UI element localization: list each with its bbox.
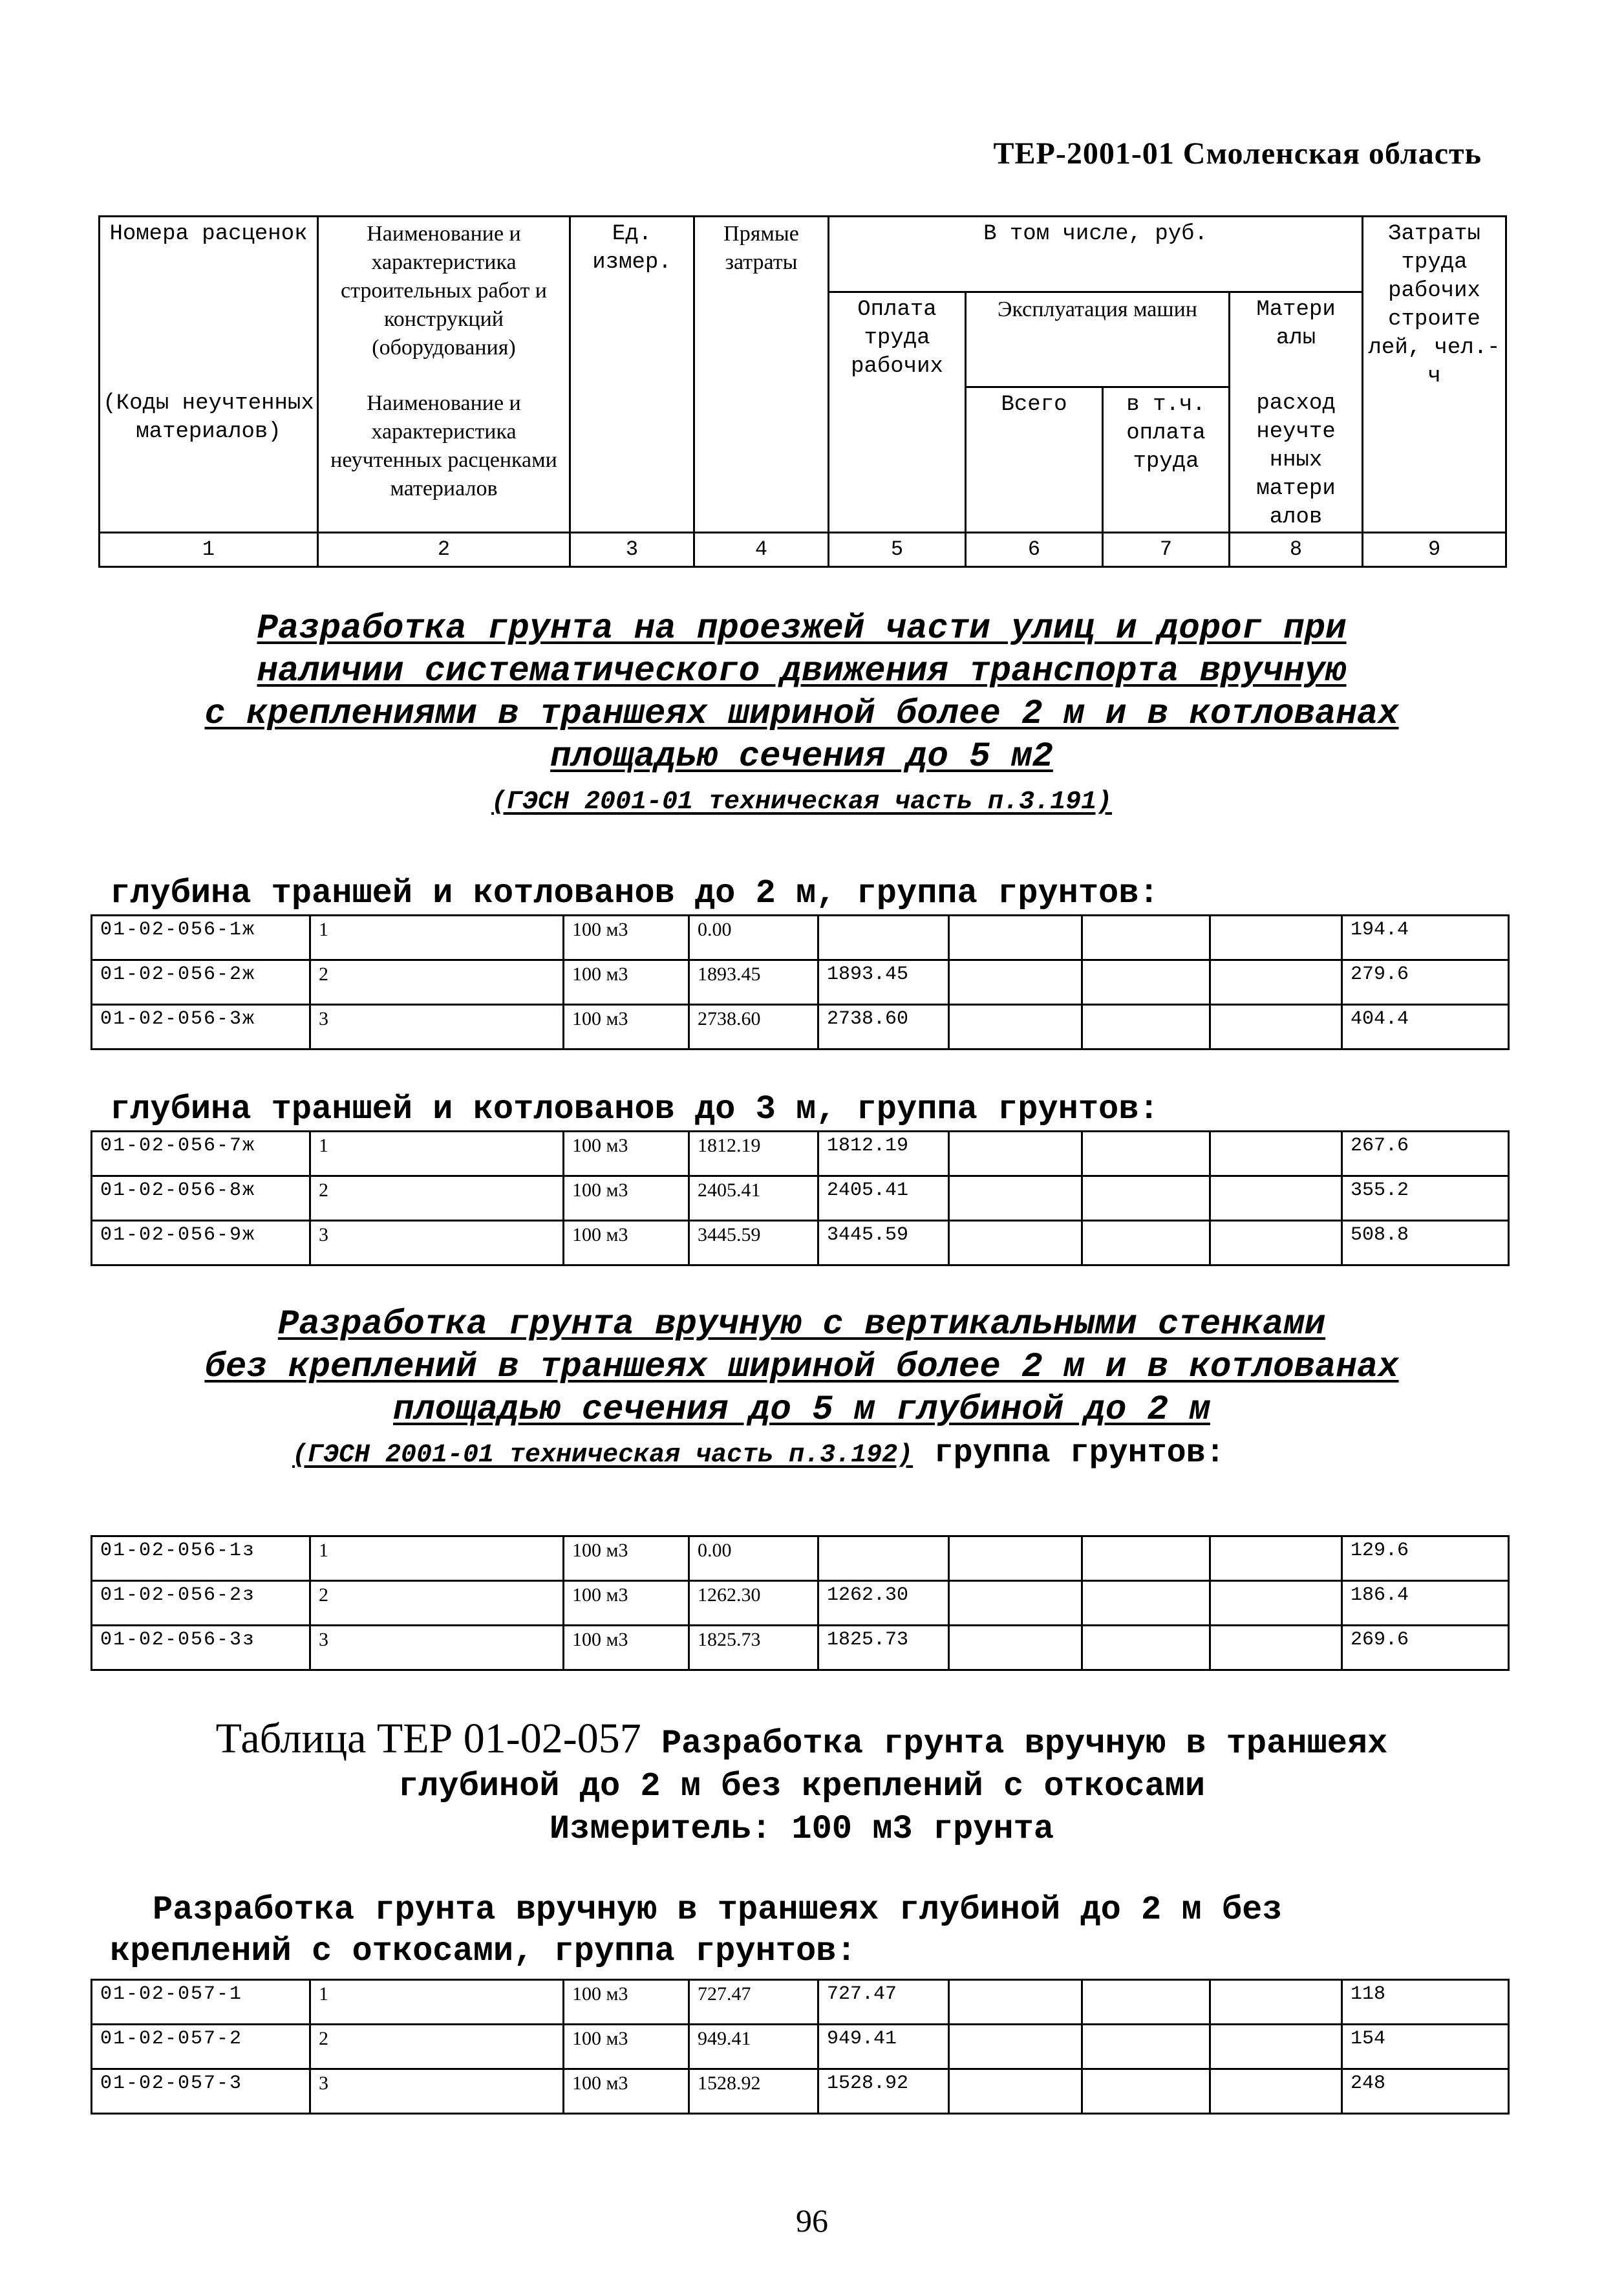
cell-expl-labor <box>1082 1176 1210 1221</box>
cell-mat <box>1210 1581 1342 1626</box>
cell-expl-labor <box>1082 1221 1210 1265</box>
cell-hours: 129.6 <box>1342 1536 1509 1581</box>
cell-expl-labor <box>1082 960 1210 1005</box>
cell-labor: 727.47 <box>818 1980 949 2025</box>
cell-code: 01-02-056-7ж <box>92 1132 310 1176</box>
cell-hours: 186.4 <box>1342 1581 1509 1626</box>
cell-direct: 1893.45 <box>689 960 818 1005</box>
cell-mat <box>1210 1626 1342 1670</box>
cell-expl <box>949 1581 1082 1626</box>
section1-table-2 <box>91 1130 1510 1266</box>
cell-expl-labor <box>1082 2069 1210 2114</box>
cell-direct: 3445.59 <box>689 1221 818 1265</box>
cell-labor: 949.41 <box>818 2025 949 2069</box>
cell-labor: 2405.41 <box>818 1176 949 1221</box>
col-number: 7 <box>1103 533 1230 567</box>
cell-hours: 267.6 <box>1342 1132 1509 1176</box>
section2-reference: (ГЭСН 2001-01 техническая часть п.3.192) <box>292 1441 914 1470</box>
cell-direct: 1528.92 <box>689 2069 818 2114</box>
col-number: 2 <box>318 533 570 567</box>
document-header: ТЕР-2001-01 Смоленская область <box>993 136 1482 171</box>
section1-title-line: площадью сечения до 5 м2 <box>550 737 1053 777</box>
header-col8-top: Матери алы <box>1230 292 1363 387</box>
table057-subheading-line2: креплений с откосами, группа грунтов: <box>110 1932 857 1970</box>
header-col1-top: Номера расценок <box>100 217 318 387</box>
cell-code: 01-02-056-9ж <box>92 1221 310 1265</box>
cell-unit: 100 м3 <box>564 1536 689 1581</box>
header-col3: Ед. измер. <box>570 217 694 533</box>
cell-hours: 269.6 <box>1342 1626 1509 1670</box>
table-row <box>92 1626 1509 1670</box>
table-row <box>92 1536 1509 1581</box>
col-number: 9 <box>1363 533 1506 567</box>
header-col5: Оплата труда рабочих <box>829 292 966 533</box>
cell-expl-labor <box>1082 1005 1210 1050</box>
header-col7: в т.ч. оплата труда <box>1103 387 1230 533</box>
section1-reference: (ГЭСН 2001-01 техническая часть п.3.191) <box>491 788 1113 817</box>
header-col8-bottom: расход неучте нных матери алов <box>1230 387 1363 533</box>
cell-name: 1 <box>310 1980 564 2025</box>
cell-mat <box>1210 1221 1342 1265</box>
cell-mat <box>1210 1005 1342 1050</box>
cell-code: 01-02-056-1ж <box>92 916 310 960</box>
cell-labor: 1893.45 <box>818 960 949 1005</box>
section2-title <box>98 1304 1505 1477</box>
table057-subheading-line1: Разработка грунта вручную в траншеях глубиной до 2 м без <box>153 1891 1283 1929</box>
table-row <box>92 2025 1509 2069</box>
cell-labor <box>818 1536 949 1581</box>
page-number: 96 <box>796 2202 828 2239</box>
cell-mat <box>1210 1132 1342 1176</box>
cell-expl <box>949 2069 1082 2114</box>
section1-subheading-1: глубина траншей и котлованов до 2 м, группа грунтов: <box>110 874 1159 912</box>
cell-name: 2 <box>310 1581 564 1626</box>
cell-hours: 404.4 <box>1342 1005 1509 1050</box>
cell-name: 2 <box>310 2025 564 2069</box>
header-col1-bottom: (Коды неучтенных материалов) <box>100 387 318 533</box>
header-col6: Всего <box>966 387 1103 533</box>
col-number: 1 <box>100 533 318 567</box>
col-number: 6 <box>966 533 1103 567</box>
cell-name: 1 <box>310 1536 564 1581</box>
cell-direct: 1262.30 <box>689 1581 818 1626</box>
cell-code: 01-02-056-8ж <box>92 1176 310 1221</box>
section2-ref-suffix: группа грунтов: <box>934 1435 1225 1472</box>
cell-mat <box>1210 1536 1342 1581</box>
cell-hours: 355.2 <box>1342 1176 1509 1221</box>
cell-name: 1 <box>310 1132 564 1176</box>
cell-expl-labor <box>1082 1581 1210 1626</box>
cell-expl-labor <box>1082 1980 1210 2025</box>
cell-hours: 154 <box>1342 2025 1509 2069</box>
section1-title-line: с креплениями в траншеях шириной более 2 м и в котлованах <box>204 694 1399 734</box>
header-machines: Эксплуатация машин <box>966 292 1230 387</box>
section2-title-line: Разработка грунта вручную с вертикальными стенками <box>277 1305 1326 1344</box>
cell-expl <box>949 1221 1082 1265</box>
header-col4: Прямые затраты <box>694 217 829 533</box>
cell-name: 3 <box>310 1221 564 1265</box>
col-number: 3 <box>570 533 694 567</box>
cell-direct: 949.41 <box>689 2025 818 2069</box>
table-row <box>92 1980 1509 2025</box>
table057-title-line2: глубиной до 2 м без креплений с откосами <box>398 1767 1206 1805</box>
cell-labor: 3445.59 <box>818 1221 949 1265</box>
table-row <box>92 960 1509 1005</box>
table-row <box>92 1176 1509 1221</box>
cell-expl <box>949 1132 1082 1176</box>
section1-subheading-2: глубина траншей и котлованов до 3 м, группа грунтов: <box>110 1090 1159 1128</box>
col-number: 5 <box>829 533 966 567</box>
header-including: В том числе, руб. <box>829 217 1363 292</box>
table-row <box>92 1005 1509 1050</box>
cell-expl <box>949 1176 1082 1221</box>
cell-name: 2 <box>310 1176 564 1221</box>
cell-name: 2 <box>310 960 564 1005</box>
cell-code: 01-02-056-1з <box>92 1536 310 1581</box>
cell-code: 01-02-056-2ж <box>92 960 310 1005</box>
cell-code: 01-02-056-3ж <box>92 1005 310 1050</box>
cell-unit: 100 м3 <box>564 1176 689 1221</box>
cell-expl <box>949 916 1082 960</box>
cell-code: 01-02-057-3 <box>92 2069 310 2114</box>
cell-unit: 100 м3 <box>564 2025 689 2069</box>
cell-mat <box>1210 916 1342 960</box>
table-row <box>92 1581 1509 1626</box>
cell-direct: 2405.41 <box>689 1176 818 1221</box>
section1-title <box>98 608 1505 824</box>
section1-table-1 <box>91 914 1510 1050</box>
cell-name: 3 <box>310 2069 564 2114</box>
cell-expl <box>949 1626 1082 1670</box>
cell-expl-labor <box>1082 2025 1210 2069</box>
header-col9: Затраты труда рабочих строите лей, чел.-ч <box>1363 217 1506 533</box>
cell-mat <box>1210 1980 1342 2025</box>
section2-title-line: без креплений в траншеях шириной более 2 м и в котлованах <box>204 1348 1399 1387</box>
cell-unit: 100 м3 <box>564 1581 689 1626</box>
cell-expl <box>949 2025 1082 2069</box>
table057-prefix: Таблица ТЕР 01-02-057 <box>215 1715 641 1762</box>
cell-hours: 508.8 <box>1342 1221 1509 1265</box>
cell-hours: 279.6 <box>1342 960 1509 1005</box>
cell-labor: 1528.92 <box>818 2069 949 2114</box>
cell-direct: 1812.19 <box>689 1132 818 1176</box>
cell-direct: 0.00 <box>689 916 818 960</box>
cell-code: 01-02-056-3з <box>92 1626 310 1670</box>
cell-labor: 1262.30 <box>818 1581 949 1626</box>
table057-title-rest: Разработка грунта вручную в траншеях <box>661 1725 1388 1763</box>
cell-code: 01-02-057-2 <box>92 2025 310 2069</box>
table057-title <box>98 1717 1505 1851</box>
cell-expl <box>949 1980 1082 2025</box>
header-col2-bottom: Наименование и характеристика неучтенных расценками материалов <box>318 387 570 533</box>
cell-expl <box>949 1005 1082 1050</box>
cell-name: 3 <box>310 1005 564 1050</box>
cell-labor: 1825.73 <box>818 1626 949 1670</box>
cell-unit: 100 м3 <box>564 2069 689 2114</box>
section1-title-line: Разработка грунта на проезжей части улиц и дорог при <box>257 609 1347 649</box>
table057-measure: Измеритель: 100 м3 грунта <box>549 1810 1054 1848</box>
cell-unit: 100 м3 <box>564 960 689 1005</box>
cell-name: 1 <box>310 916 564 960</box>
section2-title-line: площадью сечения до 5 м глубиной до 2 м <box>393 1390 1210 1430</box>
cell-hours: 118 <box>1342 1980 1509 2025</box>
cell-labor: 1812.19 <box>818 1132 949 1176</box>
cell-code: 01-02-057-1 <box>92 1980 310 2025</box>
cell-direct: 0.00 <box>689 1536 818 1581</box>
cell-mat <box>1210 1176 1342 1221</box>
cell-labor <box>818 916 949 960</box>
cell-code: 01-02-056-2з <box>92 1581 310 1626</box>
cell-expl-labor <box>1082 1536 1210 1581</box>
cell-expl-labor <box>1082 916 1210 960</box>
cell-mat <box>1210 2069 1342 2114</box>
cell-expl <box>949 960 1082 1005</box>
cell-direct: 2738.60 <box>689 1005 818 1050</box>
col-number: 8 <box>1230 533 1363 567</box>
cell-direct: 727.47 <box>689 1980 818 2025</box>
cell-expl <box>949 1536 1082 1581</box>
section2-table <box>91 1535 1510 1671</box>
cell-mat <box>1210 960 1342 1005</box>
cell-unit: 100 м3 <box>564 1005 689 1050</box>
cell-expl-labor <box>1082 1132 1210 1176</box>
table-row <box>92 916 1509 960</box>
cell-hours: 248 <box>1342 2069 1509 2114</box>
cell-labor: 2738.60 <box>818 1005 949 1050</box>
table-row <box>92 1221 1509 1265</box>
cell-unit: 100 м3 <box>564 1626 689 1670</box>
col-number: 4 <box>694 533 829 567</box>
cell-name: 3 <box>310 1626 564 1670</box>
cell-unit: 100 м3 <box>564 916 689 960</box>
header-col2-top: Наименование и характеристика строительных работ и конструкций (оборудования) <box>318 217 570 387</box>
cell-hours: 194.4 <box>1342 916 1509 960</box>
cell-unit: 100 м3 <box>564 1221 689 1265</box>
cell-mat <box>1210 2025 1342 2069</box>
column-header-table <box>98 215 1507 568</box>
cell-unit: 100 м3 <box>564 1132 689 1176</box>
table057-table <box>91 1979 1510 2115</box>
cell-expl-labor <box>1082 1626 1210 1670</box>
table-row <box>92 1132 1509 1176</box>
section1-title-line: наличии систематического движения транспорта вручную <box>257 652 1347 691</box>
table-row <box>92 2069 1509 2114</box>
cell-unit: 100 м3 <box>564 1980 689 2025</box>
cell-direct: 1825.73 <box>689 1626 818 1670</box>
